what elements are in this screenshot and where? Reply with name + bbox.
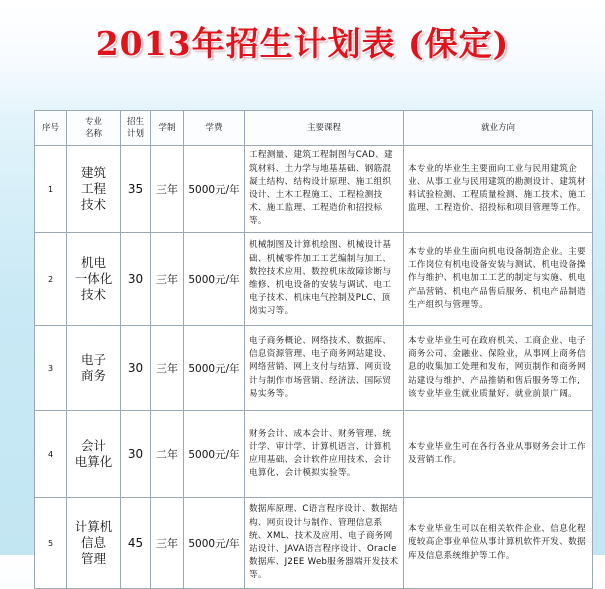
- cell-no: 5: [35, 498, 67, 589]
- cell-line: 技术: [80, 287, 106, 302]
- enrollment-plan-table: [34, 110, 593, 589]
- cell-no: 2: [35, 233, 67, 326]
- cell-line: 名称: [84, 129, 102, 139]
- cell-courses: 财务会计、成本会计、财务管理、统计学、审计学、计算机语言、计算机应用基础、会计软件应用技术、会计电算化、会计模拟实验等。: [245, 411, 404, 498]
- cell-line: 技术: [80, 197, 106, 212]
- cell-fee: 5000元/年: [184, 326, 245, 411]
- cell-duration: 二年: [151, 411, 184, 498]
- cell-line: 建筑: [80, 165, 106, 180]
- cell-major: [67, 411, 121, 498]
- cell-plan: 30: [121, 411, 151, 498]
- cell-line: 一体化: [74, 271, 113, 286]
- header-fee: 学费: [184, 111, 245, 146]
- cell-fee: 5000元/年: [184, 146, 245, 233]
- cell-career: 本专业毕业生可在政府机关、工商企业、电子商务公司、金融业、保险业，从事网上商务信息的收集加工处理和发布，网页制作和商务网站建设与维护、产品推销和售后服务等工作,该专业毕业生就业质量好、就业前景广阔。: [404, 326, 593, 411]
- table-header-row: [35, 111, 593, 146]
- cell-career: 本专业毕业生可以在相关软件企业、信息化程度较高企事业单位从事计算机软件开发、数据库及信息系统维护等工作。: [404, 498, 593, 589]
- cell-line: 电算化: [74, 454, 113, 469]
- header-duration: 学制: [151, 111, 184, 146]
- cell-duration: 三年: [151, 146, 184, 233]
- cell-major: [67, 326, 121, 411]
- header-plan: [121, 111, 151, 146]
- table-row: [35, 326, 593, 411]
- cell-major: [67, 498, 121, 589]
- cell-fee: 5000元/年: [184, 411, 245, 498]
- cell-plan: 30: [121, 326, 151, 411]
- table-row: [35, 233, 593, 326]
- cell-line: 会计: [80, 438, 106, 453]
- enrollment-table-container: [34, 110, 592, 589]
- header-courses: 主要课程: [245, 111, 404, 146]
- cell-duration: 三年: [151, 326, 184, 411]
- header-major: [67, 111, 121, 146]
- cell-career: 本专业的毕业生面向机电设备制造企业。主要工作岗位有机电设备安装与测试、机电设备操作与维护、机电加工工艺的制定与实施、机电产品营销、机电产品售后服务、机电产品制造生产组织与管理等。: [404, 233, 593, 326]
- cell-line: 计划: [126, 129, 144, 139]
- cell-line: 电子: [80, 352, 106, 367]
- cell-plan: 30: [121, 233, 151, 326]
- cell-courses: 电子商务概论、网络技术、数据库、信息资源管理、电子商务网站建设、网络营销、网上支付与结算、网页设计与制作市场营销、经济法、国际贸易实务等。: [245, 326, 404, 411]
- cell-major: [67, 146, 121, 233]
- cell-career: 本专业的毕业生主要面向工业与民用建筑企业、从事工业与民用建筑的勘测设计、建筑材料试验检测、工程质量检测、施工技术、施工监理、工程造价、招投标和项目管理等工作。: [404, 146, 593, 233]
- cell-courses: 机械制图及计算机绘图、机械设计基础、机械零件加工工艺编制与加工、数控技术应用、数控机床故障诊断与维修、机电设备的安装与调试、电工电子技术、机床电气控制及PLC、顶岗实习等。: [245, 233, 404, 326]
- cell-major: [67, 233, 121, 326]
- cell-courses: 数据库原理、C语言程序设计、数据结构、网页设计与制作、管理信息系统、XML、技术及应用、电子商务网站设计、JAVA语言程序设计、Oracle数据库、J2EE Web服务器端开发技术等。: [245, 498, 404, 589]
- table-row: [35, 411, 593, 498]
- cell-no: 1: [35, 146, 67, 233]
- cell-duration: 三年: [151, 498, 184, 589]
- cell-duration: 三年: [151, 233, 184, 326]
- table-row: [35, 146, 593, 233]
- cell-line: 专业: [84, 117, 102, 127]
- cell-no: 4: [35, 411, 67, 498]
- header-career: 就业方向: [404, 111, 593, 146]
- cell-courses: 工程测量、建筑工程制图与CAD、建筑材料、土力学与地基基础、钢筋混凝土结构、结构设计原理、施工组织设计、土木工程施工、工程检测技术、施工监理、工程造价和招投标等。: [245, 146, 404, 233]
- header-no: 序号: [35, 111, 67, 146]
- cell-plan: 35: [121, 146, 151, 233]
- cell-line: 机电: [80, 255, 106, 270]
- cell-fee: 5000元/年: [184, 498, 245, 589]
- cell-line: 信息: [80, 535, 106, 550]
- cell-line: 管理: [80, 551, 106, 566]
- cell-line: 商务: [80, 368, 106, 383]
- cell-career: 本专业毕业生可在各行各业从事财务会计工作及营销工作。: [404, 411, 593, 498]
- table-row: [35, 498, 593, 589]
- cell-no: 3: [35, 326, 67, 411]
- cell-line: 招生: [126, 117, 144, 127]
- page-title: 2013年招生计划表 (保定): [95, 24, 510, 63]
- cell-fee: 5000元/年: [184, 233, 245, 326]
- cell-line: 工程: [80, 181, 106, 196]
- cell-plan: 45: [121, 498, 151, 589]
- cell-line: 计算机: [74, 519, 113, 534]
